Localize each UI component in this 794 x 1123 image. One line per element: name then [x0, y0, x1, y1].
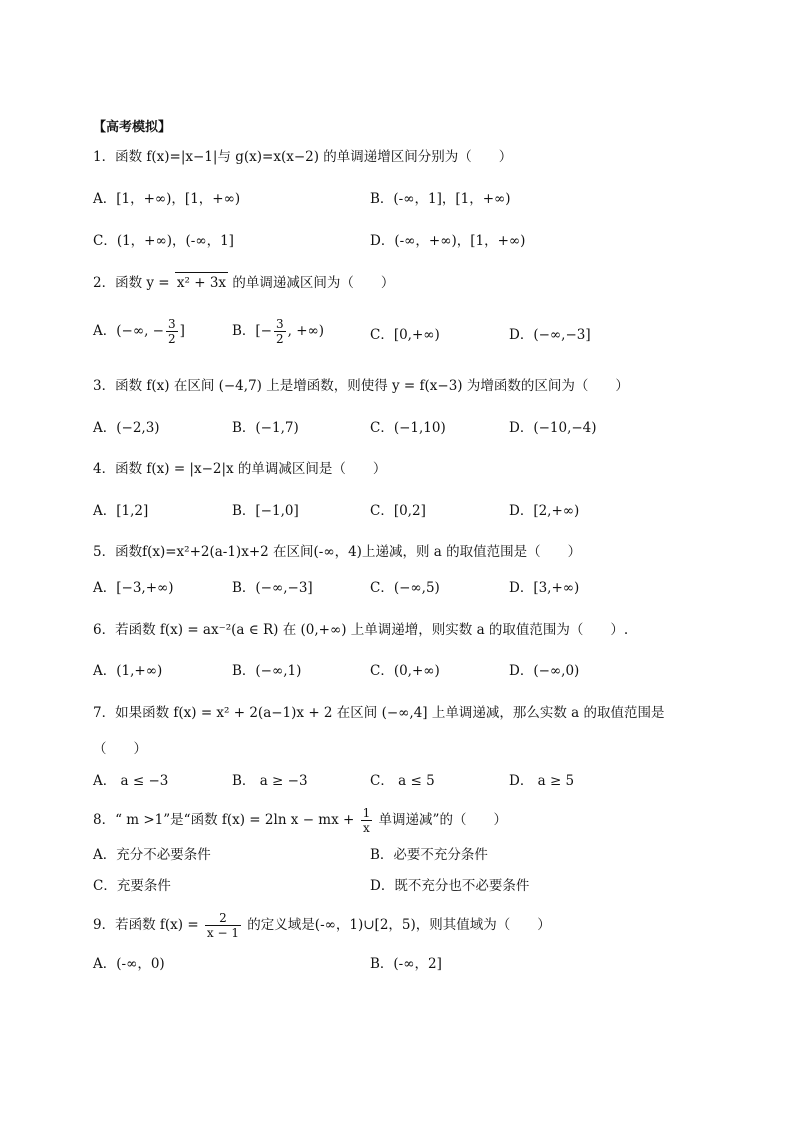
question-2-stem-prefix: 2．函数 y =: [93, 275, 174, 291]
fraction-denominator: 2: [276, 332, 284, 346]
fraction: [361, 806, 373, 835]
option-a-tail: ]: [179, 323, 185, 339]
option-d[interactable]: D．[3,+∞): [509, 580, 580, 596]
question-6-stem: 6．若函数 f(x) = ax⁻²(a ∈ R) 在 (0,+∞) 上单调递增，则实数 a 的取值范围为（ ）.: [93, 622, 629, 638]
option-d[interactable]: D．(−∞,−3]: [509, 327, 591, 343]
option-b[interactable]: B．(-∞，2]: [370, 956, 442, 972]
option-c[interactable]: C．[0,2]: [370, 503, 426, 519]
option-b[interactable]: B．(−1,7): [232, 420, 299, 436]
option-c[interactable]: C．充要条件: [93, 878, 171, 894]
option-b-text: B．[−: [232, 323, 272, 339]
option-c[interactable]: C．[0,+∞): [370, 327, 440, 343]
option-a[interactable]: A．[−3,+∞): [93, 580, 174, 596]
fraction-numerator: 3: [276, 317, 284, 331]
option-d[interactable]: D． a ≥ 5: [509, 773, 575, 789]
question-5-stem: 5．函数f(x)=x²+2(a-1)x+2 在区间(-∞，4)上递减，则 a 的取值范围是（ ）: [93, 544, 582, 560]
question-8-stem-prefix: 8．“ m >1”是“函数 f(x) = 2ln x − mx +: [93, 812, 359, 828]
question-8-stem: [93, 806, 734, 835]
option-b[interactable]: B．[−1,0]: [232, 503, 299, 519]
fraction-numerator: 3: [167, 317, 176, 331]
question-7-stem: 7．如果函数 f(x) = x² + 2(a−1)x + 2 在区间 (−∞,4] 上单调递减，那么实数 a 的取值范围是: [93, 705, 665, 721]
option-a[interactable]: A．(−2,3): [93, 420, 160, 436]
question-9-stem: [93, 911, 734, 940]
sqrt-expression: x² + 3x: [175, 272, 228, 293]
option-d[interactable]: D．(−10,−4): [509, 420, 597, 436]
option-a[interactable]: A．充分不必要条件: [93, 847, 211, 863]
option-d[interactable]: D．[2,+∞): [509, 503, 580, 519]
fraction-denominator: 2: [167, 332, 176, 346]
question-2-stem-suffix: 的单调递减区间为（ ）: [228, 275, 395, 291]
option-b[interactable]: B．(−∞,−3]: [232, 580, 313, 596]
option-b[interactable]: B． a ≥ −3: [232, 773, 308, 789]
option-a[interactable]: A．[1，+∞)，[1，+∞): [93, 191, 241, 207]
option-a[interactable]: A．[1,2]: [93, 503, 149, 519]
option-c[interactable]: C．(0,+∞): [370, 663, 440, 679]
fraction: [205, 911, 241, 940]
option-b[interactable]: [232, 317, 324, 346]
option-c[interactable]: C．(−1,10): [370, 420, 446, 436]
option-a[interactable]: A． a ≤ −3: [93, 773, 169, 789]
option-b[interactable]: B．必要不充分条件: [370, 847, 488, 863]
question-4-stem: 4．函数 f(x) = |x−2|x 的单调减区间是（ ）: [93, 461, 387, 477]
question-9-stem-prefix: 9．若函数 f(x) =: [93, 917, 203, 933]
option-b[interactable]: B．(-∞，1]，[1，+∞): [370, 191, 511, 207]
section-title: 【高考模拟】: [93, 120, 172, 135]
option-a[interactable]: [93, 317, 185, 346]
fraction-denominator: x: [363, 821, 370, 835]
fraction: [274, 317, 286, 346]
option-d[interactable]: D．(−∞,0): [509, 663, 580, 679]
question-3-stem: 3．函数 f(x) 在区间 (−4,7) 上是增函数，则使得 y = f(x−3) 为增函数的区间为（ ）: [93, 378, 629, 394]
question-9-stem-suffix: 的定义域是(-∞，1)∪[2，5)，则其值域为（ ）: [243, 917, 551, 933]
option-a-text: A．(−∞, −: [93, 323, 164, 339]
fraction-numerator: 1: [362, 806, 371, 820]
fraction: [166, 317, 178, 346]
option-d[interactable]: D．(-∞，+∞)，[1，+∞): [370, 233, 526, 249]
option-b[interactable]: B．(−∞,1): [232, 663, 302, 679]
option-c[interactable]: C．(−∞,5): [370, 580, 440, 596]
question-7-stem-continued: （ ）: [93, 741, 147, 757]
option-c[interactable]: C．(1，+∞)，(-∞，1]: [93, 233, 234, 249]
question-1-stem: 1．函数 f(x)=|x−1|与 g(x)=x(x−2) 的单调递增区间分别为（ ）: [93, 149, 513, 165]
fraction-numerator: 2: [205, 911, 241, 926]
option-d[interactable]: D．既不充分也不必要条件: [370, 878, 530, 894]
option-b-tail: , +∞): [287, 323, 325, 339]
question-8-stem-suffix: 单调递减”的（ ）: [374, 812, 507, 828]
option-c[interactable]: C． a ≤ 5: [370, 773, 435, 789]
option-a[interactable]: A．(-∞，0): [93, 956, 165, 972]
question-2-stem: [93, 272, 734, 293]
option-a[interactable]: A．(1,+∞): [93, 663, 163, 679]
fraction-denominator: x − 1: [206, 926, 240, 940]
